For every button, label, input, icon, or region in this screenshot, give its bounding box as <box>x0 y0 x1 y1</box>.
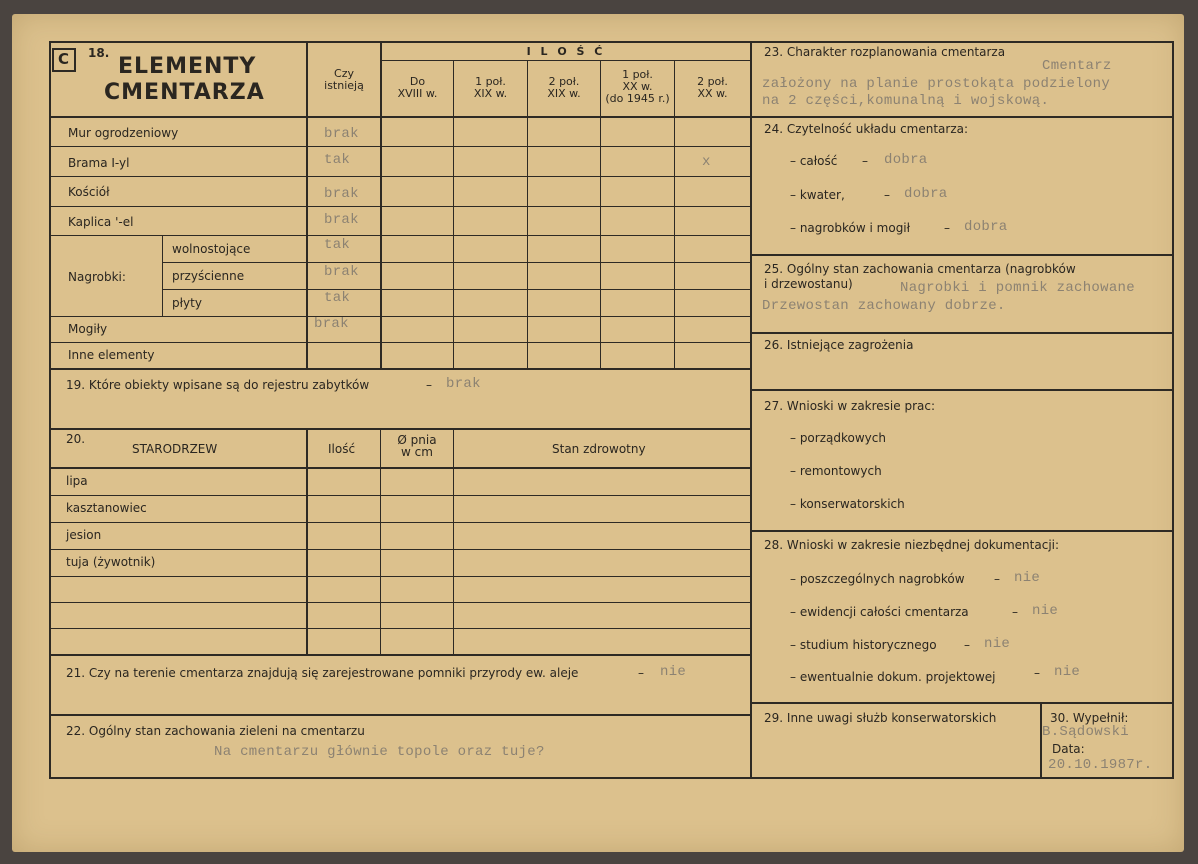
exists-value-chapel: brak <box>324 212 359 228</box>
q20-qty-header: Ilość <box>328 442 356 456</box>
diameter-header-line2: w cm <box>401 445 433 459</box>
exists-value-wall-mounted: brak <box>324 264 359 280</box>
element-label-other: Inne elementy <box>68 348 155 362</box>
q24-item-quarters: – kwater, <box>790 188 845 202</box>
tree-row-2: kasztanowiec <box>66 501 147 515</box>
exists-value-church: brak <box>324 186 359 202</box>
element-label-freestanding: wolnostojące <box>172 242 251 256</box>
q28-answer-history: nie <box>984 636 1011 652</box>
exists-column-header <box>308 68 380 92</box>
period-2-line2: XIX w. <box>473 87 508 100</box>
period-4-line1: 1 poł. <box>622 68 653 81</box>
q21-label: 21. Czy na terenie cmentarza znajdują się zarejestrowane pomniki przyrody ew. aleje <box>66 666 579 680</box>
q28-item-inventory-dash: – <box>1012 605 1018 619</box>
section-title-line1: ELEMENTY <box>118 54 257 79</box>
period-2-line1: 1 poł. <box>475 75 506 88</box>
q19-answer: brak <box>446 376 481 392</box>
period-header-3 <box>528 76 600 100</box>
q25-label-line2: i drzewostanu) <box>764 277 853 291</box>
q28-item-design: – ewentualnie dokum. projektowej <box>790 670 996 684</box>
q21-answer: nie <box>660 664 687 680</box>
q23-answer-line1: Cmentarz <box>1042 58 1112 74</box>
q21-dash: – <box>638 666 644 680</box>
element-label-gate: Brama I-yl <box>68 156 130 170</box>
q27-item-cleanup: – porządkowych <box>790 431 886 445</box>
q26-label: 26. Istniejące zagrożenia <box>764 338 914 352</box>
period-1-line1: Do <box>409 75 426 88</box>
period-1-line2: XVIII w. <box>397 87 438 100</box>
element-label-wall-mounted: przyścienne <box>172 269 245 283</box>
q28-item-tombstones-dash: – <box>994 572 1000 586</box>
q30-date-label: Data: <box>1052 742 1085 756</box>
tree-row-1: lipa <box>66 474 88 488</box>
q24-item-tombs: – nagrobków i mogił <box>790 221 911 235</box>
q22-label: 22. Ogólny stan zachowania zieleni na cmentarzu <box>66 724 365 738</box>
period-header-2 <box>454 76 527 100</box>
period-5-line1: 2 poł. <box>697 75 728 88</box>
quantity-header: I L O Ś Ć <box>526 45 606 58</box>
record-card <box>12 14 1184 852</box>
exists-value-wall: brak <box>324 126 359 142</box>
q19-label: 19. Które obiekty wpisane są do rejestru zabytków <box>66 378 370 392</box>
q25-answer-line2: Drzewostan zachowany dobrze. <box>762 298 1006 314</box>
q20-diameter-header <box>381 434 453 458</box>
q27-item-repair: – remontowych <box>790 464 882 478</box>
q24-answer-whole: dobra <box>884 152 928 168</box>
q25-label-line1: 25. Ogólny stan zachowania cmentarza (nagrobków <box>764 262 1076 276</box>
q28-item-inventory: – ewidencji całości cmentarza <box>790 605 969 619</box>
period-3-line2: XIX w. <box>547 87 581 100</box>
q28-item-design-dash: – <box>1034 666 1040 680</box>
period-4-line2: XX w. <box>622 80 653 93</box>
q23-answer-line2: założony na planie prostokąta podzielony <box>762 76 1111 92</box>
tombstones-label: Nagrobki: <box>68 270 126 284</box>
q29-label: 29. Inne uwagi służb konserwatorskich <box>764 711 997 725</box>
q28-answer-tombstones: nie <box>1014 570 1041 586</box>
q28-answer-design: nie <box>1054 664 1081 680</box>
q27-item-conservation: – konserwatorskich <box>790 497 905 511</box>
element-label-chapel: Kaplica '-el <box>68 215 134 229</box>
tree-row-3: jesion <box>66 528 102 542</box>
q23-answer-line3: na 2 części,komunalną i wojskową. <box>762 93 1050 109</box>
q30-date: 20.10.1987r. <box>1048 757 1153 773</box>
gate-period-mark: x <box>702 154 711 170</box>
element-label-church: Kościół <box>68 185 110 199</box>
q20-health-header: Stan zdrowotny <box>552 442 646 456</box>
element-label-slabs: płyty <box>172 296 202 310</box>
q19-dash: – <box>426 378 432 392</box>
period-5-line2: XX w. <box>697 87 728 100</box>
q30-label: 30. Wypełnił: <box>1050 711 1129 725</box>
section-title-line2: CMENTARZA <box>104 80 265 105</box>
q28-item-history: – studium historycznego <box>790 638 937 652</box>
exists-value-slabs: tak <box>324 290 351 306</box>
q30-filled-by: B.Sądowski <box>1042 724 1130 740</box>
q24-label: 24. Czytelność układu cmentarza: <box>764 122 969 136</box>
period-4-line3: (do 1945 r.) <box>605 92 670 105</box>
q27-label: 27. Wnioski w zakresie prac: <box>764 399 936 413</box>
element-label-wall: Mur ogrodzeniowy <box>68 126 179 140</box>
q24-item-tombs-dash: – <box>944 221 950 235</box>
q28-item-history-dash: – <box>964 638 970 652</box>
q20-title: STARODRZEW <box>132 442 218 456</box>
period-header-5 <box>675 76 750 100</box>
q20-number: 20. <box>66 432 86 446</box>
q24-item-quarters-dash: – <box>884 188 890 202</box>
q22-answer: Na cmentarzu głównie topole oraz tuje? <box>214 744 545 760</box>
exists-header-line2: istnieją <box>324 79 364 92</box>
exists-value-freestanding: tak <box>324 237 351 253</box>
period-header-4 <box>601 69 674 105</box>
q24-answer-quarters: dobra <box>904 186 948 202</box>
q24-item-whole-dash: – <box>862 154 868 168</box>
q28-item-tombstones: – poszczególnych nagrobków <box>790 572 965 586</box>
q23-label: 23. Charakter rozplanowania cmentarza <box>764 45 1006 59</box>
exists-value-graves: brak <box>314 316 349 332</box>
exists-header-line1: Czy <box>334 67 354 80</box>
q24-item-whole: – całość <box>790 154 838 168</box>
period-header-1 <box>382 76 453 100</box>
tree-row-4: tuja (żywotnik) <box>66 555 156 569</box>
q28-label: 28. Wnioski w zakresie niezbędnej dokumentacji: <box>764 538 1060 552</box>
period-3-line1: 2 poł. <box>548 75 580 88</box>
q25-answer-line1: Nagrobki i pomnik zachowane <box>900 280 1135 296</box>
q24-answer-tombs: dobra <box>964 219 1008 235</box>
diameter-header-line1: Ø pnia <box>397 433 437 447</box>
exists-value-gate: tak <box>324 152 351 168</box>
element-label-graves: Mogiły <box>68 322 108 336</box>
section-number: 18. <box>88 46 110 60</box>
q28-answer-inventory: nie <box>1032 603 1059 619</box>
section-letter: C <box>58 50 70 68</box>
